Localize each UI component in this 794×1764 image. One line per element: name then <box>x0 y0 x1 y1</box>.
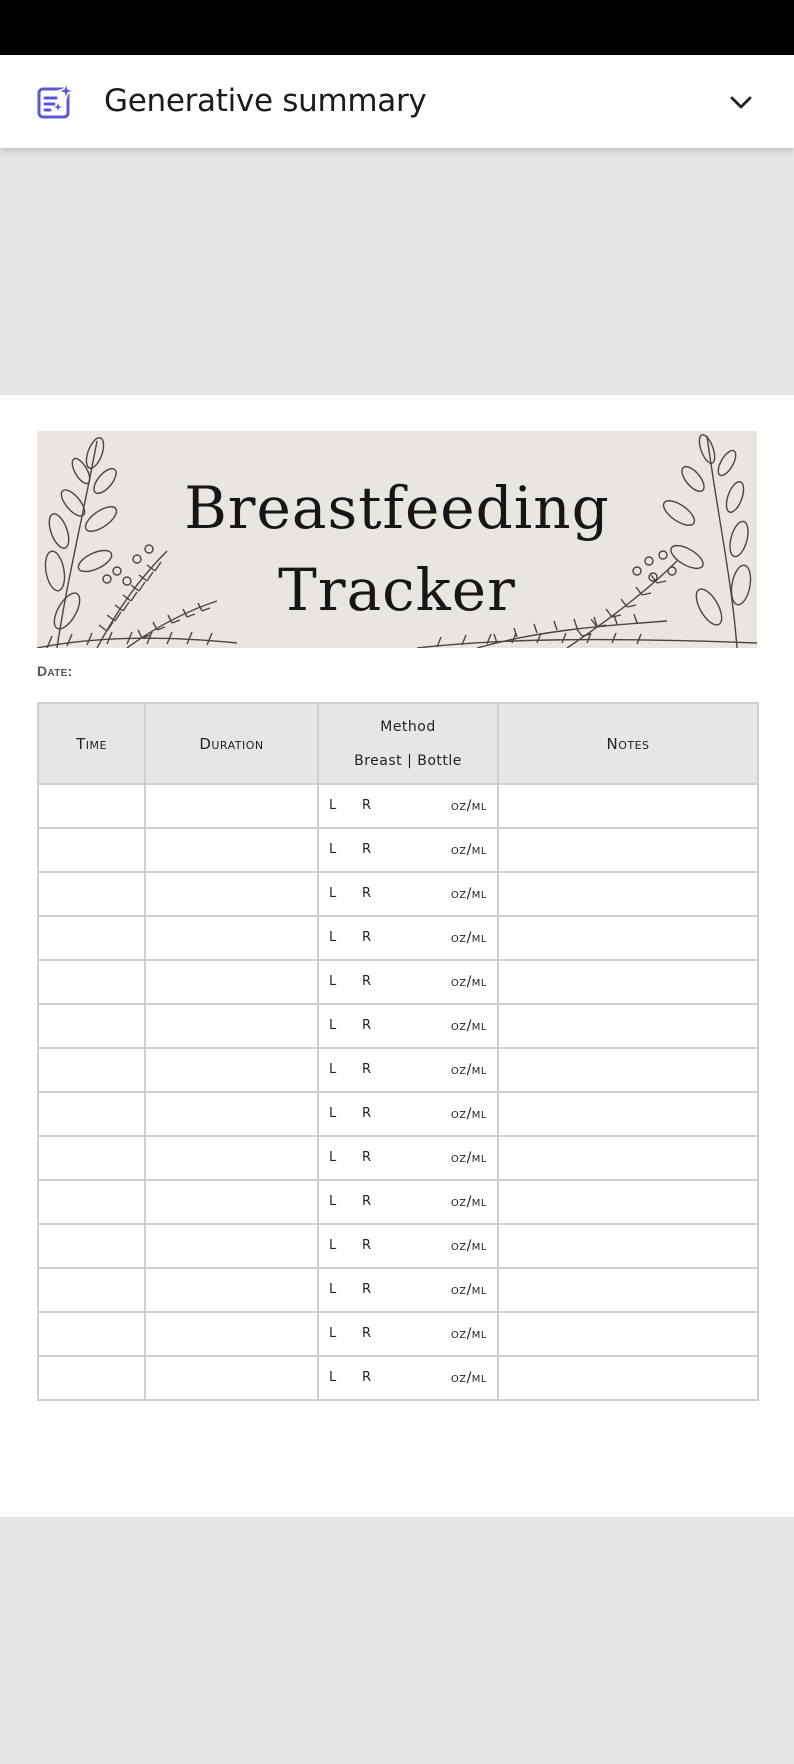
method-cell <box>318 960 498 1004</box>
table-row <box>38 1004 758 1048</box>
time-cell <box>38 828 145 872</box>
table-row <box>38 828 758 872</box>
notes-cell <box>498 1004 758 1048</box>
duration-cell <box>145 872 318 916</box>
bottle-unit-label: oz/ml <box>450 1062 487 1078</box>
method-cell <box>318 1004 498 1048</box>
table-row <box>38 960 758 1004</box>
duration-cell <box>145 1048 318 1092</box>
bottle-unit-label: oz/ml <box>450 886 487 902</box>
duration-cell <box>145 1180 318 1224</box>
left-breast-label: L <box>329 930 337 945</box>
left-breast-label: L <box>329 974 337 989</box>
table-row <box>38 784 758 828</box>
table-row <box>38 1180 758 1224</box>
left-breast-label: L <box>329 1150 337 1165</box>
table-row <box>38 1224 758 1268</box>
left-breast-label: L <box>329 1062 337 1077</box>
right-breast-label: R <box>362 1018 372 1033</box>
time-cell <box>38 1268 145 1312</box>
header-method-title: Method <box>380 718 436 735</box>
method-cell <box>318 1268 498 1312</box>
time-cell <box>38 1092 145 1136</box>
time-cell <box>38 960 145 1004</box>
right-breast-label: R <box>362 1238 372 1253</box>
notes-cell <box>498 1312 758 1356</box>
time-cell <box>38 784 145 828</box>
chevron-down-icon[interactable] <box>724 85 758 119</box>
feeding-log-table <box>37 702 759 1401</box>
left-breast-label: L <box>329 1326 337 1341</box>
notes-cell <box>498 1092 758 1136</box>
left-breast-label: L <box>329 1238 337 1253</box>
method-cell <box>318 1356 498 1400</box>
method-cell <box>318 1048 498 1092</box>
time-cell <box>38 1312 145 1356</box>
table-row <box>38 916 758 960</box>
header-method <box>318 703 498 784</box>
method-cell <box>318 828 498 872</box>
left-breast-label: L <box>329 1282 337 1297</box>
summary-placeholder-area <box>0 148 794 395</box>
table-row <box>38 872 758 916</box>
duration-cell <box>145 1224 318 1268</box>
duration-cell <box>145 1312 318 1356</box>
method-cell <box>318 1312 498 1356</box>
table-row <box>38 1268 758 1312</box>
duration-cell <box>145 784 318 828</box>
right-breast-label: R <box>362 842 372 857</box>
notes-cell <box>498 1048 758 1092</box>
bottle-unit-label: oz/ml <box>450 1194 487 1210</box>
bottom-gray-area <box>0 1517 794 1764</box>
method-cell <box>318 1136 498 1180</box>
notes-cell <box>498 960 758 1004</box>
left-breast-label: L <box>329 1370 337 1385</box>
left-breast-label: L <box>329 886 337 901</box>
duration-cell <box>145 1004 318 1048</box>
right-breast-label: R <box>362 930 372 945</box>
header-time: Time <box>38 703 145 784</box>
time-cell <box>38 1004 145 1048</box>
status-bar <box>0 0 794 55</box>
document-page <box>0 395 794 1517</box>
table-row <box>38 1092 758 1136</box>
left-breast-label: L <box>329 1194 337 1209</box>
duration-cell <box>145 828 318 872</box>
left-breast-label: L <box>329 1018 337 1033</box>
header-method-options: Breast | Bottle <box>354 752 462 769</box>
notes-cell <box>498 1356 758 1400</box>
table-row <box>38 1048 758 1092</box>
right-breast-label: R <box>362 1150 372 1165</box>
generative-summary-icon <box>36 82 76 122</box>
method-cell <box>318 1224 498 1268</box>
bottle-unit-label: oz/ml <box>450 1326 487 1342</box>
notes-cell <box>498 828 758 872</box>
tracker-title-line2: Tracker <box>278 556 516 624</box>
method-cell <box>318 1180 498 1224</box>
tracker-title-line1: Breastfeeding <box>184 474 610 542</box>
bottle-unit-label: oz/ml <box>450 842 487 858</box>
date-label: Date: <box>37 663 73 679</box>
header-duration: Duration <box>145 703 318 784</box>
right-breast-label: R <box>362 1062 372 1077</box>
bottle-unit-label: oz/ml <box>450 1150 487 1166</box>
time-cell <box>38 1224 145 1268</box>
generative-summary-header[interactable] <box>0 55 794 148</box>
right-breast-label: R <box>362 1370 372 1385</box>
method-cell <box>318 1092 498 1136</box>
time-cell <box>38 1180 145 1224</box>
notes-cell <box>498 1268 758 1312</box>
right-breast-label: R <box>362 1194 372 1209</box>
time-cell <box>38 872 145 916</box>
duration-cell <box>145 960 318 1004</box>
right-breast-label: R <box>362 798 372 813</box>
bottle-unit-label: oz/ml <box>450 930 487 946</box>
time-cell <box>38 1356 145 1400</box>
time-cell <box>38 1048 145 1092</box>
bottle-unit-label: oz/ml <box>450 1018 487 1034</box>
header-notes: Notes <box>498 703 758 784</box>
left-breast-label: L <box>329 842 337 857</box>
table-header-row <box>38 703 758 784</box>
table-row <box>38 1356 758 1400</box>
duration-cell <box>145 1092 318 1136</box>
notes-cell <box>498 916 758 960</box>
left-breast-label: L <box>329 1106 337 1121</box>
right-breast-label: R <box>362 1106 372 1121</box>
duration-cell <box>145 1268 318 1312</box>
right-breast-label: R <box>362 974 372 989</box>
summary-title: Generative summary <box>104 83 427 119</box>
table-row <box>38 1312 758 1356</box>
tracker-banner <box>37 431 757 648</box>
bottle-unit-label: oz/ml <box>450 1282 487 1298</box>
bottle-unit-label: oz/ml <box>450 974 487 990</box>
bottle-unit-label: oz/ml <box>450 1106 487 1122</box>
duration-cell <box>145 1356 318 1400</box>
duration-cell <box>145 916 318 960</box>
method-cell <box>318 872 498 916</box>
right-breast-label: R <box>362 1326 372 1341</box>
method-cell <box>318 916 498 960</box>
notes-cell <box>498 1224 758 1268</box>
notes-cell <box>498 784 758 828</box>
time-cell <box>38 916 145 960</box>
bottle-unit-label: oz/ml <box>450 1370 487 1386</box>
method-cell <box>318 784 498 828</box>
left-breast-label: L <box>329 798 337 813</box>
right-breast-label: R <box>362 886 372 901</box>
bottle-unit-label: oz/ml <box>450 798 487 814</box>
right-breast-label: R <box>362 1282 372 1297</box>
notes-cell <box>498 1180 758 1224</box>
table-row <box>38 1136 758 1180</box>
bottle-unit-label: oz/ml <box>450 1238 487 1254</box>
notes-cell <box>498 872 758 916</box>
notes-cell <box>498 1136 758 1180</box>
duration-cell <box>145 1136 318 1180</box>
time-cell <box>38 1136 145 1180</box>
